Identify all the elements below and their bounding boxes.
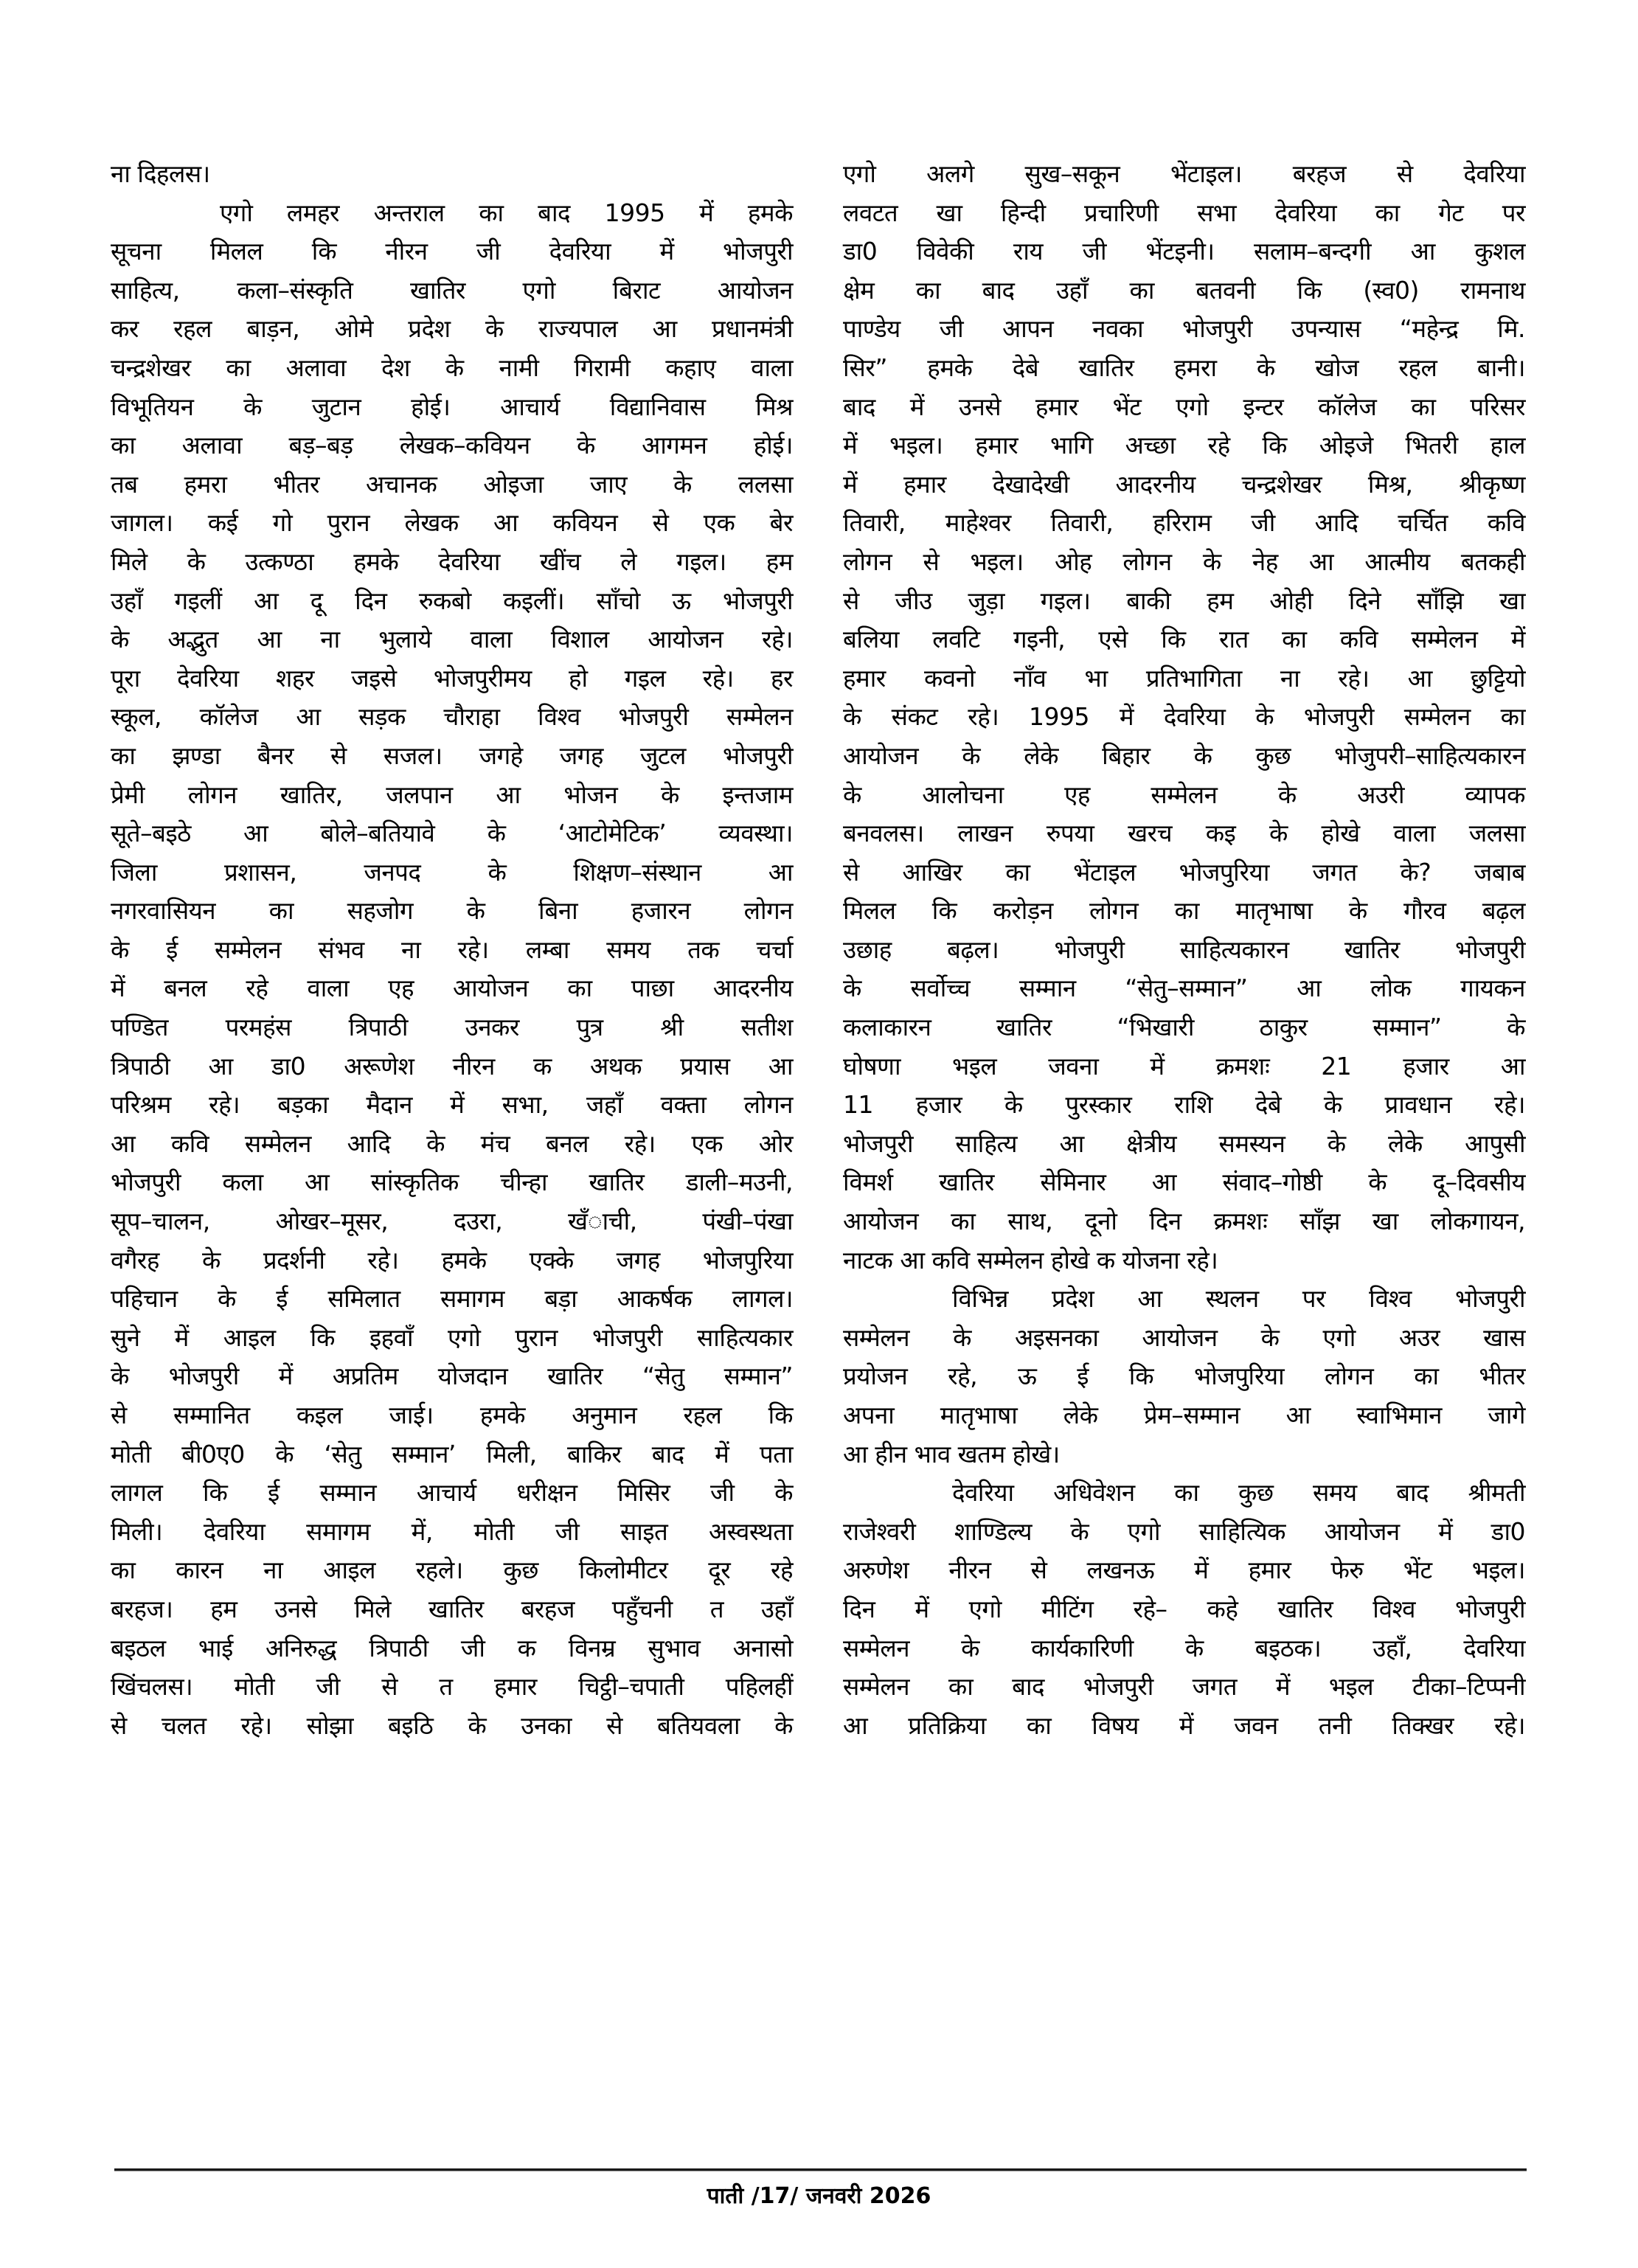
text-line: बइठल भाई अनिरुद्ध त्रिपाठी जी क विनम्र सुभाव अनासो: [111, 1633, 793, 1662]
text-line: सुने में आइल कि इहवाँ एगो पुरान भोजपुरी साहित्यकार: [111, 1322, 793, 1352]
text-line: आ प्रतिक्रिया का विषय में जवन तनी तिक्खर रहे।: [843, 1710, 1525, 1740]
text-line: उछाह बढ़ल। भोजपुरी साहित्यकारन खातिर भोजपुरी: [843, 934, 1525, 964]
text-line: सम्मेलन का बाद भोजपुरी जगत में भइल टीका–टिप्पनी: [843, 1672, 1525, 1702]
text-line: पहिचान के ई समिलात समागम बड़ा आकर्षक लागल।: [111, 1284, 793, 1314]
text-line: तब हमरा भीतर अचानक ओइजा जाए के ललसा: [111, 469, 793, 499]
text-line: के भोजपुरी में अप्रतिम योजदान खातिर “सेतु सम्मान”: [111, 1362, 793, 1391]
text-line: आयोजन का साथ, दूनो दिन क्रमशः साँझ खा लोकगायन,: [843, 1207, 1525, 1236]
text-line: सम्मेलन के अइसनका आयोजन के एगो अउर खास: [843, 1322, 1525, 1352]
text-line: आ हीन भाव खतम होखे।: [843, 1439, 1060, 1468]
text-line: मोती बी0ए0 के ‘सेतु सम्मान’ मिली, बाकिर बाद में पता: [111, 1439, 793, 1468]
text-line: विभिन्न प्रदेश आ स्थलन पर विश्व भोजपुरी: [952, 1284, 1525, 1314]
text-line: सूप–चालन, ओखर–मूसर, दउरा, खँाची, पंखी–पंखा: [111, 1207, 793, 1236]
text-line: जिला प्रशासन, जनपद के शिक्षण–संस्थान आ: [111, 857, 793, 887]
text-line: के अद्भुत आ ना भुलाये वाला विशाल आयोजन रहे।: [111, 625, 793, 654]
text-line: पूरा देवरिया शहर जइसे भोजपुरीमय हो गइल रहे। हर: [111, 663, 793, 693]
text-line: के आलोचना एह सम्मेलन के अउरी व्यापक: [843, 780, 1525, 809]
text-line: लोगन से भइल। ओह लोगन के नेह आ आत्मीय बतकही: [843, 547, 1525, 576]
text-line: का झण्डा बैनर से सजल। जगहे जगह जुटल भोजपुरी: [111, 741, 793, 770]
text-line: विमर्श खातिर सेमिनार आ संवाद–गोष्ठी के दू–दिवसीय: [843, 1168, 1525, 1197]
text-line: सूचना मिलल कि नीरन जी देवरिया में भोजपुरी: [111, 237, 793, 266]
text-line: से जीउ जुड़ा गइल। बाकी हम ओही दिने साँझि खा: [843, 586, 1525, 615]
text-line: त्रिपाठी आ डा0 अरूणेश नीरन क अथक प्रयास आ: [111, 1051, 793, 1081]
paragraph: [843, 1280, 1525, 1474]
text-line: स्कूल, कॉलेज आ सड़क चौराहा विश्व भोजपुरी सम्मेलन: [111, 702, 793, 732]
text-line: में बनल रहे वाला एह आयोजन का पाछा आदरनीय: [111, 974, 793, 1003]
text-line: 11 हजार के पुरस्कार राशि देबे के प्रावधान रहे।: [843, 1090, 1525, 1120]
text-line: दिन में एगो मीटिंग रहे– कहे खातिर विश्व भोजपुरी: [843, 1594, 1525, 1623]
text-line: बाद में उनसे हमार भेंट एगो इन्टर कॉलेज का परिसर: [843, 392, 1525, 421]
text-line: के सर्वोच्च सम्मान “सेतु–सम्मान” आ लोक गायकन: [843, 974, 1525, 1003]
text-line: बरहज। हम उनसे मिले खातिर बरहज पहुँचनी त उहाँ: [111, 1594, 793, 1623]
paragraph: [843, 1474, 1525, 1745]
text-line: राजेश्वरी शाण्डिल्य के एगो साहित्यिक आयोजन में डा0: [843, 1516, 1525, 1546]
text-line: नगरवासियन का सहजोग के बिना हजारन लोगन: [111, 896, 793, 926]
text-line: देवरिया अधिवेशन का कुछ समय बाद श्रीमती: [952, 1478, 1525, 1508]
text-line: कलाकारन खातिर “भिखारी ठाकुर सम्मान” के: [843, 1013, 1525, 1042]
text-line: से चलत रहे। सोझा बइठि के उनका से बतियवला के: [111, 1710, 793, 1740]
text-line: से आखिर का भेंटाइल भोजपुरिया जगत के? जबाब: [843, 857, 1525, 887]
text-line: लवटत खा हिन्दी प्रचारिणी सभा देवरिया का गेट पर: [843, 198, 1525, 227]
text-line: क्षेम का बाद उहाँ का बतवनी कि (स्व0) रामनाथ: [843, 275, 1525, 305]
text-line: पण्डित परमहंस त्रिपाठी उनकर पुत्र श्री सतीश: [111, 1013, 793, 1042]
text-line: लागल कि ई सम्मान आचार्य धरीक्षन मिसिर जी के: [111, 1478, 793, 1508]
text-line: बनवलस। लाखन रुपया खरच कइ के होखे वाला जलसा: [843, 819, 1525, 848]
left-text-column: [111, 155, 793, 1745]
page-footer: पाती /17/ जनवरी 2026: [707, 2183, 931, 2209]
text-line: घोषणा भइल जवना में क्रमशः 21 हजार आ: [843, 1051, 1525, 1081]
text-line: चन्द्रशेखर का अलावा देश के नामी गिरामी कहाए वाला: [111, 353, 793, 382]
text-line: एगो अलगे सुख–सकून भेंटाइल। बरहज से देवरिया: [843, 159, 1525, 188]
text-line: नाटक आ कवि सम्मेलन होखे क योजना रहे।: [843, 1245, 1218, 1275]
text-line: सूते–बइठे आ बोले–बतियावे के ‘आटोमेटिक’ व्यवस्था।: [111, 819, 793, 848]
text-line: परिश्रम रहे। बड़का मैदान में सभा, जहाँ वक्ता लोगन: [111, 1090, 793, 1120]
text-line: खिंचलस। मोती जी से त हमार चिट्ठी–चपाती पहिलहीं: [111, 1672, 793, 1702]
text-line: प्रयोजन रहे, ऊ ई कि भोजपुरिया लोगन का भीतर: [843, 1362, 1525, 1391]
text-line: प्रेमी लोगन खातिर, जलपान आ भोजन के इन्तजाम: [111, 780, 793, 809]
text-line: मिले के उत्कण्ठा हमके देवरिया खींच ले गइल। हम: [111, 547, 793, 576]
text-line: से सम्मानित कइल जाई। हमके अनुमान रहल कि: [111, 1401, 793, 1429]
text-line: आयोजन के लेके बिहार के कुछ भोजुपरी–साहित्यकारन: [843, 741, 1525, 770]
text-line: सिर” हमके देबे खातिर हमरा के खोज रहल बानी।: [843, 353, 1525, 382]
text-line: पाण्डेय जी आपन नवका भोजपुरी उपन्यास “महेन्द्र मि.: [843, 314, 1525, 344]
text-line: उहाँ गइलीं आ दू दिन रुकबो कइलीं। साँचो ऊ भोजपुरी: [111, 586, 793, 615]
paragraph: [843, 155, 1525, 1280]
text-line: भोजपुरी साहित्य आ क्षेत्रीय समस्यन के लेके आपुसी: [843, 1128, 1525, 1158]
text-line: कर रहल बाड़न, ओमे प्रदेश के राज्यपाल आ प्रधानमंत्री: [111, 314, 793, 344]
text-line: का कारन ना आइल रहले। कुछ किलोमीटर दूर रहे: [111, 1556, 793, 1585]
text-line: बलिया लवटि गइनी, एसे कि रात का कवि सम्मेलन में: [843, 625, 1525, 654]
text-line: अपना मातृभाषा लेके प्रेम–सम्मान आ स्वाभिमान जागे: [843, 1401, 1525, 1429]
text-line: साहित्य, कला–संस्कृति खातिर एगो बिराट आयोजन: [111, 275, 793, 305]
text-line: हमार कवनो नाँव भा प्रतिभागिता ना रहे। आ छुट्टियो: [843, 663, 1525, 693]
text-line: के ई सम्मेलन संभव ना रहे। लम्बा समय तक चर्चा: [111, 934, 793, 964]
footer-divider: [114, 2168, 1527, 2171]
text-line: मिली। देवरिया समागम में, मोती जी साइत अस्वस्थता: [111, 1516, 793, 1546]
text-line: के संकट रहे। 1995 में देवरिया के भोजपुरी सम्मेलन का: [843, 702, 1525, 732]
text-line: आ कवि सम्मेलन आदि के मंच बनल रहे। एक ओर: [111, 1128, 793, 1158]
text-line: में हमार देखादेखी आदरनीय चन्द्रशेखर मिश्र, श्रीकृष्ण: [843, 469, 1525, 499]
text-line: एगो लमहर अन्तराल का बाद 1995 में हमके: [220, 198, 793, 227]
text-line: सम्मेलन के कार्यकारिणी के बइठक। उहाँ, देवरिया: [843, 1633, 1525, 1662]
right-text-column: [843, 155, 1525, 1745]
text-line: जागल। कई गो पुरान लेखक आ कवियन से एक बेर: [111, 508, 793, 538]
paragraph: [111, 155, 793, 194]
text-line: विभूतियन के जुटान होई। आचार्य विद्यानिवास मिश्र: [111, 392, 793, 421]
paragraph: [111, 194, 793, 1746]
text-line: वगैरह के प्रदर्शनी रहे। हमके एक्के जगह भोजपुरिया: [111, 1245, 793, 1275]
text-line: में भइल। हमार भागि अच्छा रहे कि ओइजे भितरी हाल: [843, 431, 1525, 460]
text-line: अरुणेश नीरन से लखनऊ में हमार फेरु भेंट भइल।: [843, 1556, 1525, 1585]
text-line: डा0 विवेकी राय जी भेंटइनी। सलाम–बन्दगी आ कुशल: [843, 237, 1525, 266]
text-line: ना दिहलस।: [111, 159, 210, 188]
text-line: का अलावा बड़–बड़ लेखक–कवियन के आगमन होई।: [111, 431, 793, 460]
text-line: भोजपुरी कला आ सांस्कृतिक चीन्हा खातिर डाली–मउनी,: [111, 1168, 793, 1197]
text-line: मिलल कि करोड़न लोगन का मातृभाषा के गौरव बढ़ल: [843, 896, 1525, 926]
text-line: तिवारी, माहेश्वर तिवारी, हरिराम जी आदि चर्चित कवि: [843, 508, 1525, 538]
